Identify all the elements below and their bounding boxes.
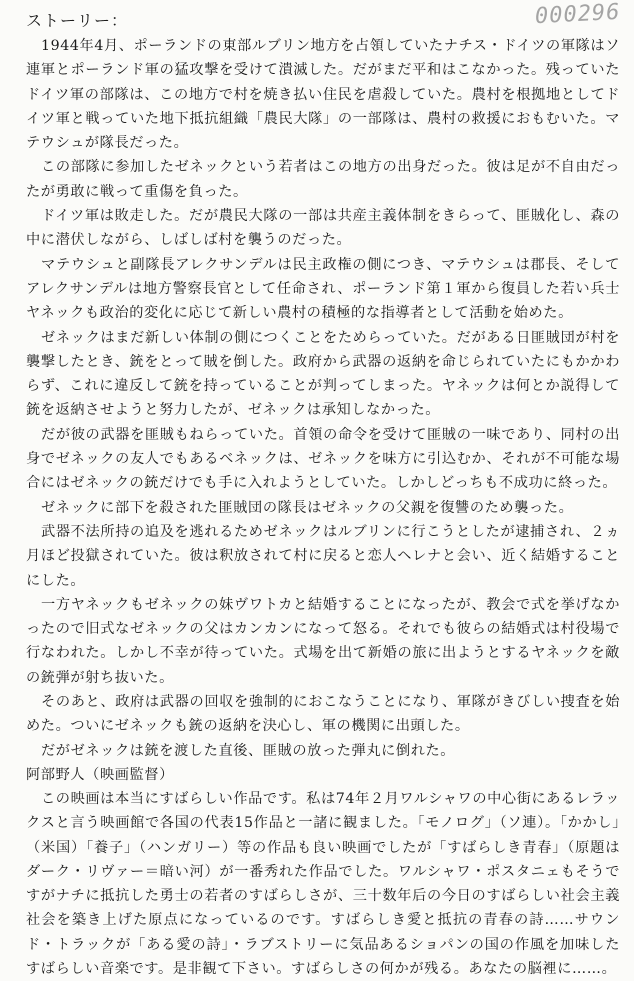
review-author: 阿部野人（映画監督） [26,766,174,783]
story-paragraph: ドイツ軍は敗走した。だが農民大隊の一部は共産主義体制をきらって、匪賊化し、森の中に潜伏しながら、しばしば村を襲うのだった。 [26,208,620,249]
story-paragraph: だがゼネックは銃を渡した直後、匪賊の放った弾丸に倒れた。 [41,742,456,759]
story-paragraph: この部隊に参加したゼネックという若者はこの地方の出身だった。彼は足が不自由だったが勇敢に戦って重傷を負った。 [26,159,620,200]
story-paragraph: ゼネックはまだ新しい体制の側につくことをためらっていた。だがある日匪賊団が村を襲撃したとき、銃をとって賊を倒した。政府から武器の返納を命じられていたにもかかわらず、これに違反して銃を持っていることが判ってしまった。ヤネックは何とか説得して銃を返納させようと努力したが、ゼネックは承知しなかった。 [26,329,620,419]
document-page [26,10,620,981]
story-paragraph: ゼネックに部下を殺された匪賊団の隊長はゼネックの父親を復讐のため襲った。 [41,499,574,516]
story-paragraph: だが彼の武器を匪賊もねらっていた。首領の命令を受けて匪賊の一味であり、同村の出身でゼネックの友人でもあるベネックは、ゼネックを味方に引込むか、それが不可能な場合にはゼネックの銃だけでも手に入れようとしていた。しかしどっちも不成功に終った。 [26,426,620,492]
story-paragraph: 武器不法所持の追及を逃れるためゼネックはルブリンに行こうとしたが逮捕され、２ヵ月ほど投獄されていた。彼は釈放されて村に戻ると恋人ヘレナと会い、近く結婚することにした。 [26,523,620,589]
review-body [26,787,620,981]
story-paragraph: マテウシュと副隊長アレクサンデルは民主政権の側につき、マテウシュは郡長、そしてアレクサンデルは地方警察長官として任命され、ポーランド第１軍から復員した若い兵士ヤネックも政治的変化に応じて新しい農村の積極的な指導者として活動を始めた。 [26,256,620,322]
story-heading: ストーリー： [26,11,129,30]
story-paragraph: 1944年4月、ポーランドの東部ルブリン地方を占領していたナチス・ドイツの軍隊はソ連軍とポーランド軍の猛攻撃を受けて潰滅した。だがまだ平和はこなかった。残っていたドイツ軍の部隊は、この地方で村を焼き払い住民を虐殺していた。農村を根拠地としてドイツ軍と戦っていた地下抵抗組織「農民大隊」の一部隊は、農村の救援におもむいた。マテウシュが隊長だった。 [26,38,620,152]
review-paragraph: この映画は本当にすばらしい作品です。私は74年２月ワルシャワの中心街にあるレラックスと言う映画館で各国の代表15作品と一諸に観ました。「モノログ」（ソ連）。「かかし」（米国）「養子」（ハンガリー）等の作品も良い映画でしたが「すばらしき青春」（原題はダーク・リヴァー＝暗い河）が一番秀れた作品でした。ワルシャワ・ポスタニェもそうですがナチに抵抗した勇士の若者のすばらしさが、三十数年后の今日のすばらしい社会主義社会を築き上げた原点になっているのです。すばらしき愛と抵抗の青春の詩……サウンド・トラックが「ある愛の詩」・ラブストリーに気品あるショパンの国の作風を加味したすばらしい音楽です。是非観て下さい。すばらしさの何かが残る。あなたの脳裡に……。 [26,790,620,977]
story-body [26,34,620,763]
story-paragraph: そのあと、政府は武器の回収を強制的におこなうことになり、軍隊がきびしい捜査を始めた。ついにゼネックも銃の返納を決心し、軍の機関に出頭した。 [26,694,620,735]
story-paragraph: 一方ヤネックもゼネックの妹ヴワトカと結婚することになったが、教会で式を挙げなかったので旧式なゼネックの父はカンカンになって怒る。それでも彼らの結婚式は村役場で行なわれた。しかし不幸が待っていた。式場を出て新婚の旅に出ようとするヤネックを敵の銃弾が射ち抜いた。 [26,596,620,686]
archive-number-stamp: 000296 [533,0,621,30]
